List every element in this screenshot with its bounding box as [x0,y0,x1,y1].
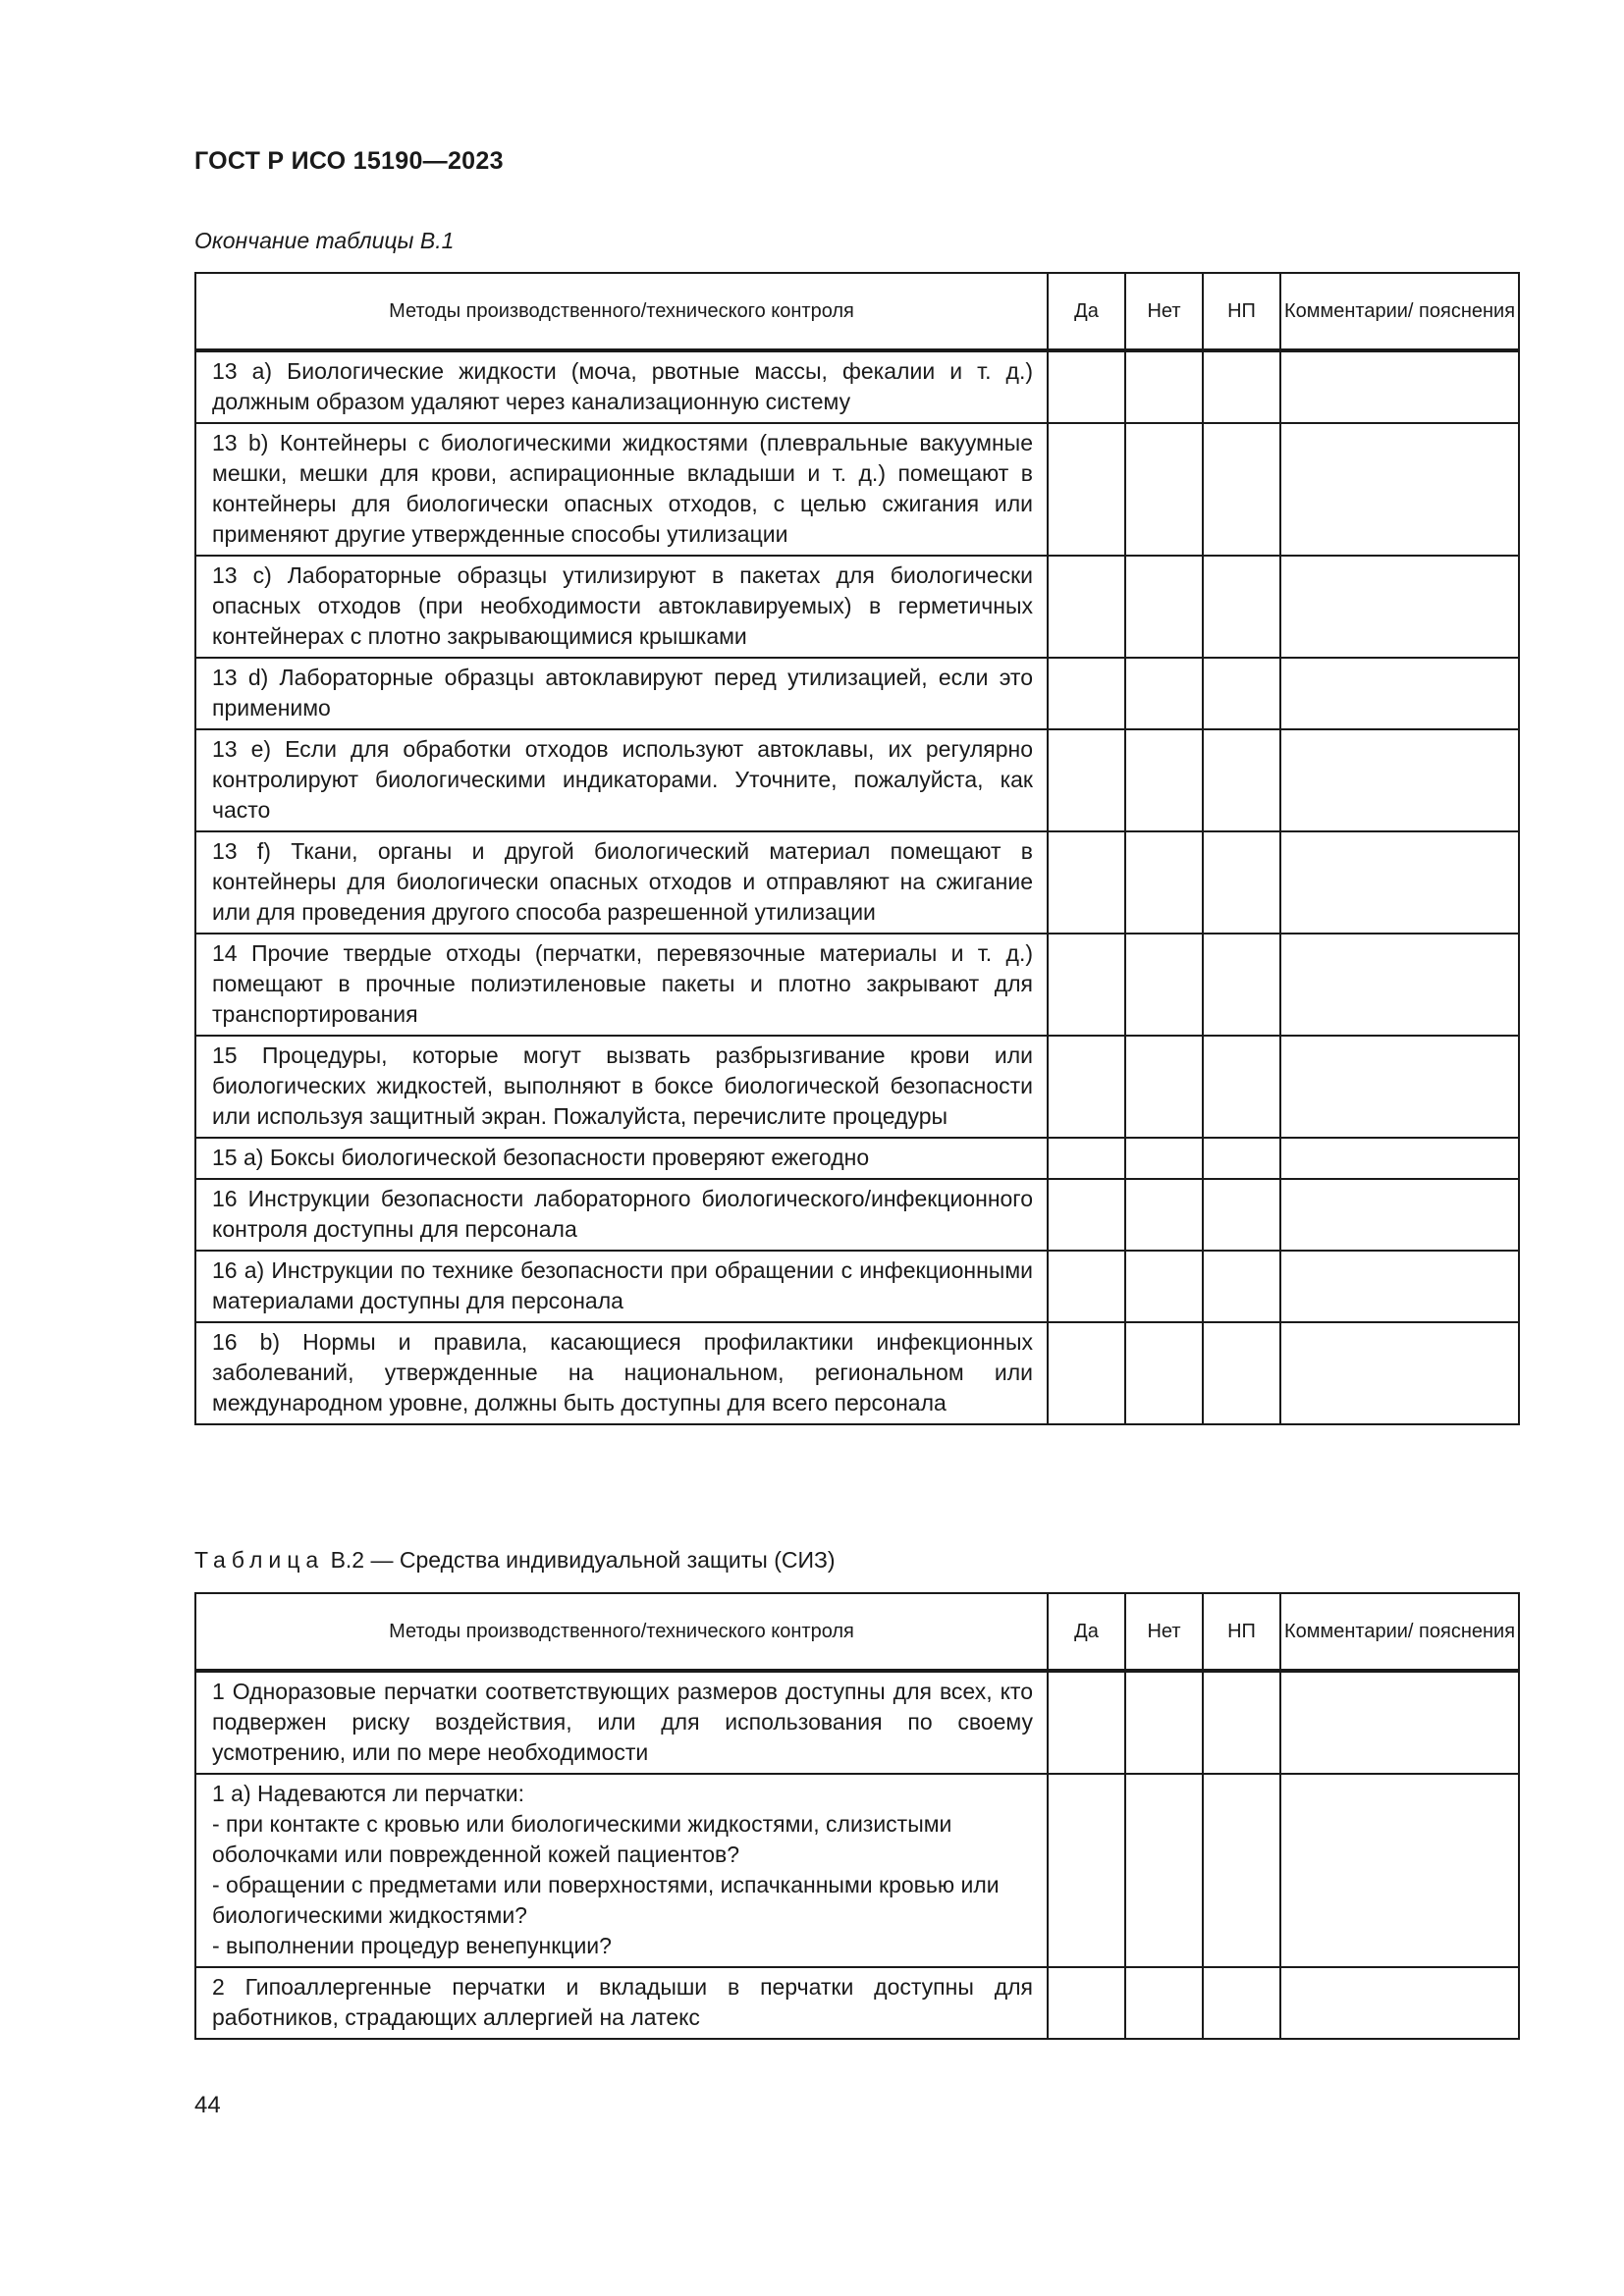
header-na: НП [1203,1593,1280,1671]
table-row [195,1179,1519,1251]
row-text-16b: 16 b) Нормы и правила, касающиеся профилактики инфекционных заболеваний, утвержденные на национальном, региональном или международном уровне, должны быть доступны для всего персонала [195,1322,1048,1424]
table-row [195,1251,1519,1322]
cell-no[interactable] [1125,934,1203,1036]
cell-no[interactable] [1125,350,1203,423]
cell-yes[interactable] [1048,1671,1125,1774]
cell-na[interactable] [1203,1774,1280,1967]
cell-na[interactable] [1203,350,1280,423]
header-comments: Комментарии/ пояснения [1280,1593,1519,1671]
cell-yes[interactable] [1048,556,1125,658]
row-text-16: 16 Инструкции безопасности лабораторного биологического/инфекционного контроля доступны для персонала [195,1179,1048,1251]
cell-comments[interactable] [1280,934,1519,1036]
cell-no[interactable] [1125,831,1203,934]
header-methods: Методы производственного/технического контроля [195,1593,1048,1671]
table-row [195,1774,1519,1967]
cell-yes[interactable] [1048,1322,1125,1424]
table1-caption: Окончание таблицы В.1 [194,228,455,253]
table-b2-ppe [194,1592,1520,2040]
header-yes: Да [1048,273,1125,350]
header-na: НП [1203,273,1280,350]
cell-na[interactable] [1203,1138,1280,1179]
cell-na[interactable] [1203,729,1280,831]
cell-na[interactable] [1203,1251,1280,1322]
cell-comments[interactable] [1280,1251,1519,1322]
cell-no[interactable] [1125,729,1203,831]
cell-comments[interactable] [1280,423,1519,556]
table2-header-row [195,1593,1519,1671]
header-methods: Методы производственного/технического контроля [195,273,1048,350]
cell-no[interactable] [1125,1967,1203,2039]
cell-comments[interactable] [1280,1774,1519,1967]
cell-na[interactable] [1203,831,1280,934]
table-row [195,350,1519,423]
cell-no[interactable] [1125,1774,1203,1967]
cell-no[interactable] [1125,1036,1203,1138]
cell-yes[interactable] [1048,934,1125,1036]
row-text-13e: 13 e) Если для обработки отходов используют автоклавы, их регулярно контролируют биологическими индикаторами. Уточните, пожалуйста, как часто [195,729,1048,831]
table2-caption [194,1547,836,1574]
row-text-14: 14 Прочие твердые отходы (перчатки, перевязочные материалы и т. д.) помещают в прочные полиэтиленовые пакеты и плотно закрывают для транспортирования [195,934,1048,1036]
cell-yes[interactable] [1048,729,1125,831]
row-text-13d: 13 d) Лабораторные образцы автоклавируют перед утилизацией, если это применимо [195,658,1048,729]
cell-na[interactable] [1203,1179,1280,1251]
header-yes: Да [1048,1593,1125,1671]
cell-comments[interactable] [1280,1322,1519,1424]
table-row [195,1671,1519,1774]
cell-yes[interactable] [1048,423,1125,556]
cell-yes[interactable] [1048,1138,1125,1179]
cell-no[interactable] [1125,423,1203,556]
table1-header-row [195,273,1519,350]
table-row [195,556,1519,658]
row-text-ppe-1a [195,1774,1048,1967]
cell-no[interactable] [1125,1138,1203,1179]
table-row [195,1322,1519,1424]
row-text-13b: 13 b) Контейнеры с биологическими жидкостями (плевральные вакуумные мешки, мешки для крови, аспирационные вкладыши и т. д.) помещают в контейнеры для биологически опасных отходов, с целью сжигания или применяют другие утвержденные способы утилизации [195,423,1048,556]
table-row [195,423,1519,556]
cell-yes[interactable] [1048,658,1125,729]
document-header: ГОСТ Р ИСО 15190—2023 [194,147,504,175]
row-text-ppe-1: 1 Одноразовые перчатки соответствующих размеров доступны для всех, кто подвержен риску воздействия, или для использования по своему усмотрению, или по мере необходимости [195,1671,1048,1774]
cell-comments[interactable] [1280,1138,1519,1179]
cell-comments[interactable] [1280,831,1519,934]
cell-na[interactable] [1203,934,1280,1036]
cell-comments[interactable] [1280,1179,1519,1251]
cell-na[interactable] [1203,423,1280,556]
row-text-16a: 16 a) Инструкции по технике безопасности при обращении с инфекционными материалами доступны для персонала [195,1251,1048,1322]
cell-na[interactable] [1203,1322,1280,1424]
table-b1-continuation [194,272,1520,1425]
ppe-1a-item: - при контакте с кровью или биологическими жидкостями, слизистыми оболочками или поврежденной кожей пациентов? [212,1811,952,1867]
table-row [195,831,1519,934]
cell-na[interactable] [1203,1967,1280,2039]
table-row [195,1967,1519,2039]
row-text-15a: 15 a) Боксы биологической безопасности проверяют ежегодно [195,1138,1048,1179]
cell-comments[interactable] [1280,1036,1519,1138]
ppe-1a-question: 1 a) Надеваются ли перчатки: [212,1781,525,1806]
cell-no[interactable] [1125,1322,1203,1424]
cell-comments[interactable] [1280,729,1519,831]
table-row [195,1138,1519,1179]
row-text-13f: 13 f) Ткани, органы и другой биологический материал помещают в контейнеры для биологически опасных отходов и отправляют на сжигание или для проведения другого способа разрешенной утилизации [195,831,1048,934]
cell-no[interactable] [1125,1671,1203,1774]
table2-caption-title: В.2 — Средства индивидуальной защиты (СИЗ) [330,1547,836,1573]
cell-comments[interactable] [1280,1967,1519,2039]
cell-comments[interactable] [1280,1671,1519,1774]
cell-no[interactable] [1125,1251,1203,1322]
cell-yes[interactable] [1048,1774,1125,1967]
cell-no[interactable] [1125,658,1203,729]
cell-yes[interactable] [1048,1036,1125,1138]
cell-comments[interactable] [1280,556,1519,658]
ppe-1a-item: - выполнении процедур венепункции? [212,1933,612,1958]
row-text-15: 15 Процедуры, которые могут вызвать разбрызгивание крови или биологических жидкостей, выполняют в боксе биологической безопасности или используя защитный экран. Пожалуйста, перечислите процедуры [195,1036,1048,1138]
table-row [195,1036,1519,1138]
cell-yes[interactable] [1048,831,1125,934]
header-no: Нет [1125,273,1203,350]
row-text-ppe-2: 2 Гипоаллергенные перчатки и вкладыши в перчатки доступны для работников, страдающих аллергией на латекс [195,1967,1048,2039]
cell-na[interactable] [1203,556,1280,658]
cell-no[interactable] [1125,556,1203,658]
cell-comments[interactable] [1280,658,1519,729]
row-text-13a: 13 a) Биологические жидкости (моча, рвотные массы, фекалии и т. д.) должным образом удаляют через канализационную систему [195,350,1048,423]
ppe-1a-item: - обращении с предметами или поверхностями, испачканными кровью или биологическими жидкостями? [212,1872,1000,1928]
table2-caption-label: Таблица [194,1547,325,1573]
page-number: 44 [194,2092,221,2118]
cell-comments[interactable] [1280,350,1519,423]
cell-yes[interactable] [1048,1967,1125,2039]
cell-na[interactable] [1203,1671,1280,1774]
cell-no[interactable] [1125,1179,1203,1251]
table-row [195,658,1519,729]
header-no: Нет [1125,1593,1203,1671]
cell-yes[interactable] [1048,1179,1125,1251]
cell-na[interactable] [1203,1036,1280,1138]
table-row [195,729,1519,831]
header-comments: Комментарии/ пояснения [1280,273,1519,350]
cell-yes[interactable] [1048,350,1125,423]
cell-na[interactable] [1203,658,1280,729]
cell-yes[interactable] [1048,1251,1125,1322]
row-text-13c: 13 c) Лабораторные образцы утилизируют в пакетах для биологически опасных отходов (при необходимости автоклавируемых) в герметичных контейнерах с плотно закрывающимися крышками [195,556,1048,658]
table-row [195,934,1519,1036]
